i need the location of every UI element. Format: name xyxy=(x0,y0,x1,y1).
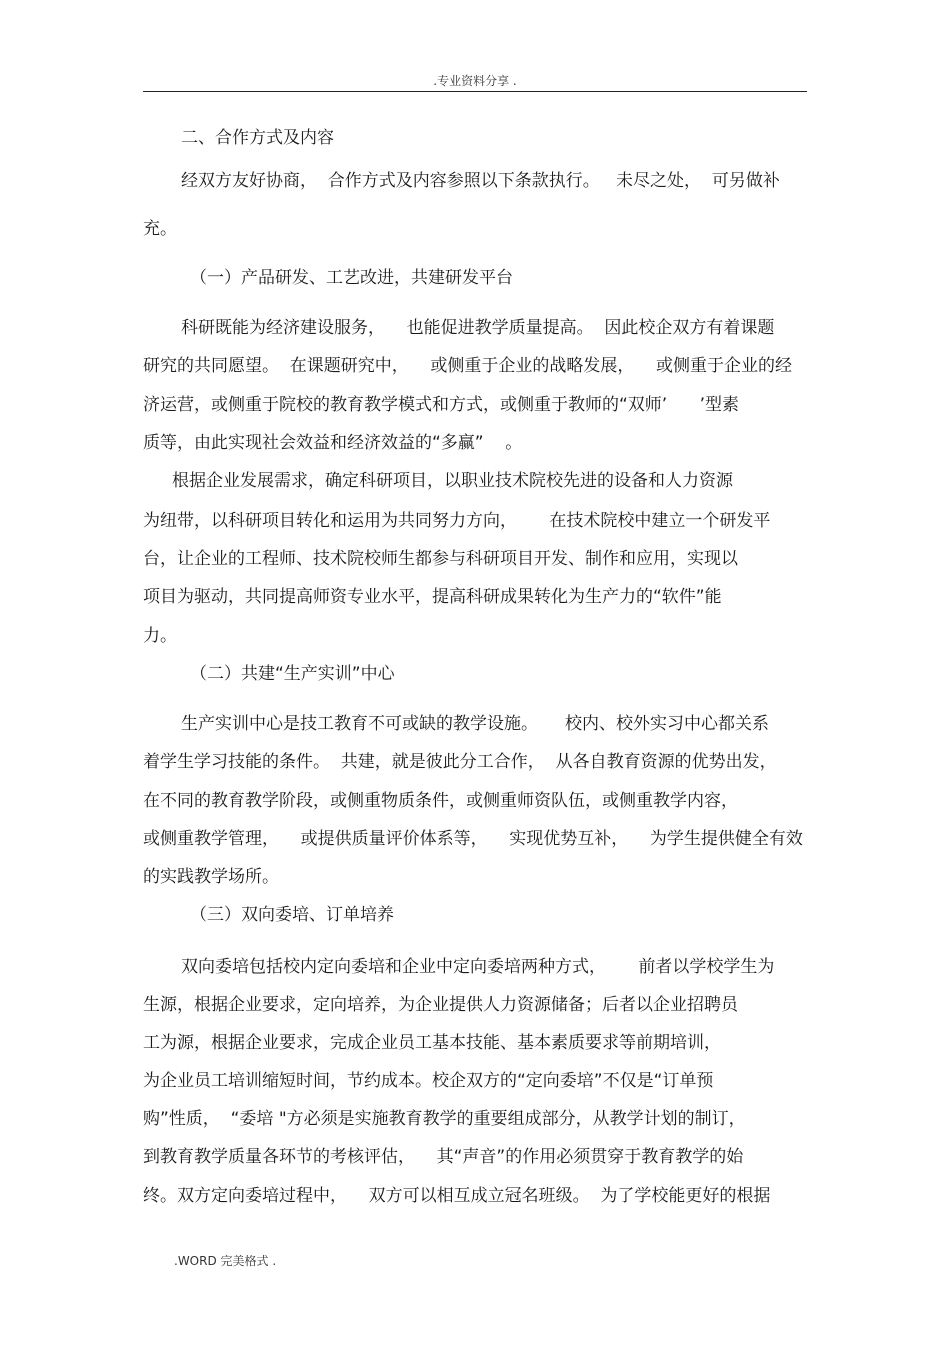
section-heading: 二、合作方式及内容 xyxy=(181,128,334,148)
text-line: 根据企业发展需求，确定科研项目，以职业技术院校先进的设备和人力资源 xyxy=(172,471,733,491)
text-line: 为企业员工培训缩短时间，节约成本。校企双方的“定向委培”不仅是“订单预 xyxy=(143,1071,714,1091)
text-line: 着学生学习技能的条件。 共建，就是彼此分工合作， 从各自教育资源的优势出发， xyxy=(143,752,777,772)
text-line: 质等，由此实现社会效益和经济效益的“多赢” 。 xyxy=(143,433,523,453)
text-line: 力。 xyxy=(143,626,177,646)
text-line: 台，让企业的工程师、技术院校师生都参与科研项目开发、制作和应用，实现以 xyxy=(143,549,738,569)
subsection-heading: （一）产品研发、工艺改进，共建研发平台 xyxy=(190,268,513,288)
text-line: 生源，根据企业要求，定向培养，为企业提供人力资源储备；后者以企业招聘员 xyxy=(143,995,738,1015)
text-line: 的实践教学场所。 xyxy=(143,867,279,887)
text-line: 生产实训中心是技工教育不可或缺的教学设施。 校内、校外实习中心都关系 xyxy=(181,714,770,734)
subsection-heading: （三）双向委培、订单培养 xyxy=(190,905,394,925)
page-footer: .WORD 完美格式 . xyxy=(174,1254,277,1268)
text-line: 在不同的教育教学阶段，或侧重物质条件，或侧重师资队伍，或侧重教学内容， xyxy=(143,791,738,811)
text-line: 为纽带，以科研项目转化和运用为共同努力方向， 在技术院校中建立一个研发平 xyxy=(143,511,771,531)
header-rule xyxy=(143,91,807,92)
text-line: 经双方友好协商， 合作方式及内容参照以下条款执行。 未尽之处， 可另做补 xyxy=(181,171,780,191)
text-line: 双向委培包括校内定向委培和企业中定向委培两种方式， 前者以学校学生为 xyxy=(181,957,775,977)
text-line: 充。 xyxy=(143,219,177,239)
text-line: 终。双方定向委培过程中， 双方可以相互成立冠名班级。 为了学校能更好的根据 xyxy=(143,1186,771,1206)
text-line: 科研既能为经济建设服务， 也能促进教学质量提高。 因此校企双方有着课题 xyxy=(181,318,775,338)
text-line: 项目为驱动，共同提高师资专业水平，提高科研成果转化为生产力的“软件”能 xyxy=(143,587,722,607)
subsection-heading: （二）共建“生产实训”中心 xyxy=(190,664,395,684)
text-line: 济运营，或侧重于院校的教育教学模式和方式，或侧重于教师的“双师’ ’型素 xyxy=(143,395,740,415)
text-line: 或侧重教学管理， 或提供质量评价体系等， 实现优势互补， 为学生提供健全有效 xyxy=(143,829,803,849)
text-line: 到教育教学质量各环节的考核评估， 其“声音”的作用必须贯穿于教育教学的始 xyxy=(143,1147,744,1167)
text-line: 购”性质， “委培 "方必须是实施教育教学的重要组成部分，从教学计划的制订， xyxy=(143,1109,746,1129)
text-line: 研究的共同愿望。 在课题研究中， 或侧重于企业的战略发展， 或侧重于企业的经 xyxy=(143,356,793,376)
page-header: .专业资料分享 . xyxy=(433,74,517,88)
text-line: 工为源，根据企业要求，完成企业员工基本技能、基本素质要求等前期培训， xyxy=(143,1033,721,1053)
